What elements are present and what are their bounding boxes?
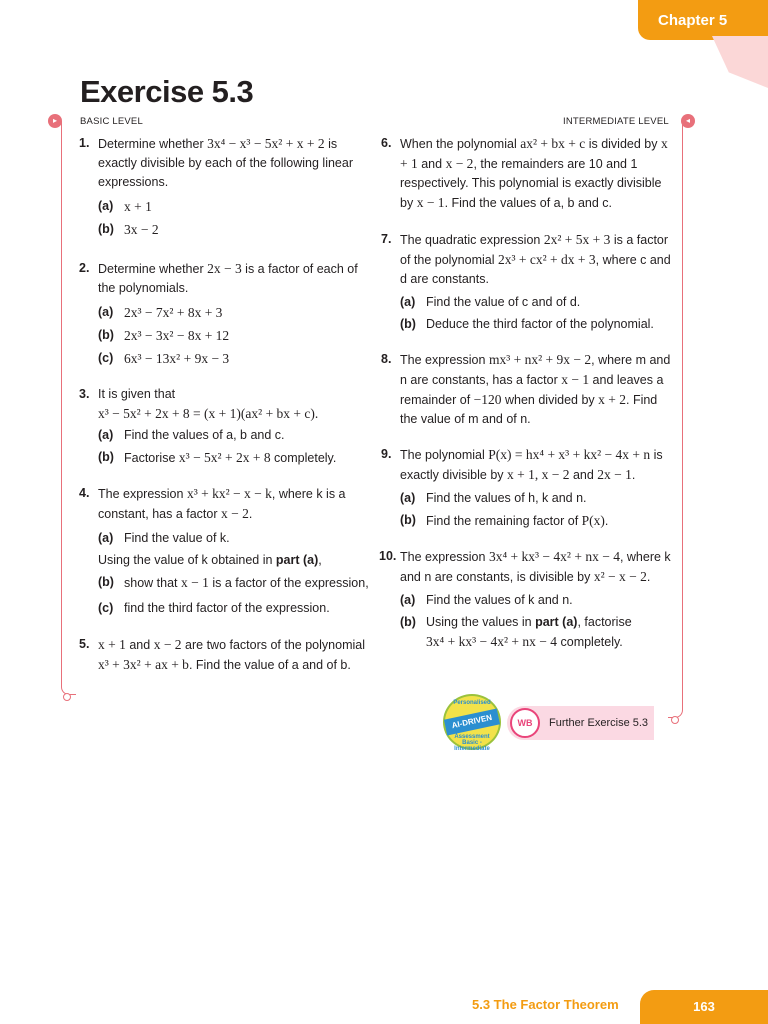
part-b <box>98 573 369 593</box>
math-expression: mx³ + nx² + 9x − 2 <box>488 352 592 367</box>
part-a <box>98 529 369 548</box>
part-label: (b) <box>400 513 416 527</box>
question-number: 5. <box>79 637 90 651</box>
question-text: is divided by <box>585 137 661 151</box>
math-expression: x − 1 <box>561 372 590 387</box>
question-text: , where c and d are constants. <box>400 253 671 286</box>
footer-section-title: 5.3 The Factor Theorem <box>472 997 619 1012</box>
question-2 <box>79 259 369 369</box>
math-expression: x − 1 <box>416 195 445 210</box>
question-text: . <box>646 570 651 584</box>
part-label: (b) <box>98 575 114 589</box>
math-expression: x − 2 <box>153 637 182 652</box>
badge-band-text: AI-DRIVEN <box>444 709 500 736</box>
badge-bottom-text <box>445 734 499 752</box>
question-text: are two factors of the polynomial <box>181 638 365 652</box>
math-expression: x + 1 <box>124 199 152 214</box>
question-text: when divided by <box>501 393 599 407</box>
part-label: (b) <box>98 450 114 464</box>
page-number: 163 <box>640 990 768 1024</box>
part-b <box>98 220 369 240</box>
math-expression: P(x) <box>581 513 605 528</box>
question-number: 8. <box>381 352 392 366</box>
math-expression: x + 1 <box>400 136 668 171</box>
part-label: (c) <box>98 601 114 615</box>
ribbon-decoration <box>712 36 768 88</box>
workbook-icon: WB <box>510 708 540 738</box>
intermediate-level-marker-icon: ◂ <box>681 114 695 128</box>
part-text: Find the values of h, k and n. <box>426 491 587 505</box>
part-c <box>98 349 369 369</box>
further-exercise-label: Further Exercise 5.3 <box>549 717 649 729</box>
question-text: . <box>248 507 253 521</box>
question-number: 3. <box>79 387 90 401</box>
question-number: 2. <box>79 261 90 275</box>
math-expression: 2x² + 5x + 3 <box>543 232 611 247</box>
question-text: . <box>631 468 636 482</box>
math-expression: x − 2 <box>221 506 249 521</box>
question-text: It is given that <box>98 387 176 401</box>
bracket-end-dot <box>63 693 71 701</box>
question-text: The polynomial <box>400 448 489 462</box>
part-text: Find the value of c and of d. <box>426 295 581 309</box>
part-text: completely. <box>270 451 337 465</box>
question-9 <box>381 445 671 531</box>
part-label: (a) <box>400 491 416 505</box>
part-text: Deduce the third factor of the polynomial. <box>426 317 654 331</box>
part-label: (a) <box>400 593 416 607</box>
math-expression: 3x⁴ + kx³ − 4x² + nx − 4 <box>488 549 620 564</box>
question-text: , where k and n are constants, is divisible by <box>400 550 671 584</box>
badge-sub-text: Assessment <box>454 734 490 740</box>
math-expression: x³ + 3x² + ax + b <box>98 657 189 672</box>
part-a <box>98 303 369 323</box>
bracket-end-dot <box>671 716 679 724</box>
question-3 <box>79 385 369 468</box>
math-expression: 2x³ + cx² + dx + 3 <box>497 252 596 267</box>
math-expression: x² − x − 2 <box>593 569 647 584</box>
question-text: is exactly divisible by each of the following linear expressions. <box>98 137 353 189</box>
part-a <box>400 591 671 610</box>
question-number: 10. <box>379 549 397 563</box>
math-expression: 2x − 3 <box>207 261 242 276</box>
question-text: is a factor of each of the polynomials. <box>98 262 358 295</box>
question-4 <box>79 484 369 618</box>
part-reference: part (a) <box>535 615 578 629</box>
question-text: and <box>569 468 598 482</box>
math-expression: 3x⁴ − x³ − 5x² + x + 2 <box>207 136 325 151</box>
math-expression: 3x⁴ + kx³ − 4x² + nx − 4 <box>426 634 558 649</box>
part-text: Factorise <box>124 451 179 465</box>
math-expression: x³ − 5x² + 2x + 8 = (x + 1)(ax² + bx + c). <box>98 406 319 421</box>
part-b <box>400 315 671 334</box>
math-expression: x + 1 <box>98 637 126 652</box>
badge-top-text: Personalised <box>453 700 491 706</box>
question-7 <box>381 230 671 334</box>
intermediate-level-label: INTERMEDIATE LEVEL <box>563 116 669 127</box>
question-text: Determine whether <box>98 137 208 151</box>
question-5 <box>79 635 369 675</box>
using-value-note <box>98 551 369 570</box>
question-text: is exactly divisible by <box>400 448 663 482</box>
part-c <box>98 599 369 618</box>
part-b <box>400 511 671 531</box>
question-text: Determine whether <box>98 262 208 276</box>
ai-driven-assessment-badge[interactable] <box>443 694 501 750</box>
part-b <box>400 613 671 652</box>
math-expression: ax² + bx + c <box>520 136 586 151</box>
badge-level-text: Basic - Intermediate <box>454 740 490 752</box>
math-expression: 3x − 2 <box>124 222 159 237</box>
part-label: (a) <box>400 295 416 309</box>
part-label: (a) <box>98 305 114 319</box>
question-text: , where k is a constant, has a factor <box>98 487 346 521</box>
question-text: and leaves a remainder of <box>400 373 664 407</box>
part-text: Find the values of a, b and c. <box>124 428 285 442</box>
basic-level-bracket <box>61 121 76 695</box>
question-10 <box>381 547 671 652</box>
basic-level-label: BASIC LEVEL <box>80 116 143 127</box>
question-8 <box>381 350 671 429</box>
chapter-tab: Chapter 5 <box>638 0 768 40</box>
question-text: The quadratic expression <box>400 233 544 247</box>
question-text: When the polynomial <box>400 137 521 151</box>
part-text: Find the values of k and n. <box>426 593 573 607</box>
exercise-title: Exercise 5.3 <box>80 74 254 109</box>
part-text: is a factor of the expression, <box>208 576 369 590</box>
math-expression: 2x³ − 3x² − 8x + 12 <box>124 328 230 343</box>
question-text: , where m and n are constants, has a factor <box>400 353 671 387</box>
question-text: The expression <box>400 353 489 367</box>
part-text: , factorise <box>577 615 632 629</box>
question-text: and <box>417 157 446 171</box>
question-number: 4. <box>79 486 90 500</box>
math-expression: x − 1 <box>180 575 209 590</box>
left-column <box>79 134 369 675</box>
math-expression: −120 <box>473 392 502 407</box>
further-exercise-link[interactable] <box>507 706 654 740</box>
part-label: (b) <box>98 222 114 236</box>
question-text: . Find the value of m and of n. <box>400 393 658 426</box>
part-label: (b) <box>400 317 416 331</box>
part-a <box>400 489 671 508</box>
part-label: (b) <box>98 328 114 342</box>
math-expression: x + 1, x − 2 <box>507 467 570 482</box>
note-text: Using the value of k obtained in <box>98 553 276 567</box>
part-label: (a) <box>98 199 114 213</box>
part-label: (b) <box>400 615 416 629</box>
part-a <box>98 197 369 217</box>
part-text: Find the remaining factor of <box>426 514 582 528</box>
math-expression: 6x³ − 13x² + 9x − 3 <box>124 351 230 366</box>
question-text: , the remainders are 10 and 1 respectively. This polynomial is exactly divisible by <box>400 157 662 210</box>
part-a <box>98 426 369 445</box>
part-text: Using the values in <box>426 615 536 629</box>
part-b <box>98 448 369 468</box>
question-text: . Find the values of a, b and c. <box>444 196 613 210</box>
question-number: 7. <box>381 232 392 246</box>
question-text: is a factor of the polynomial <box>400 233 669 267</box>
question-text: and <box>125 638 154 652</box>
part-label: (c) <box>98 351 114 365</box>
math-expression: 2x³ − 7x² + 8x + 3 <box>124 305 223 320</box>
question-number: 1. <box>79 136 90 150</box>
question-number: 9. <box>381 447 392 461</box>
question-6 <box>381 134 671 213</box>
question-text: The expression <box>98 487 187 501</box>
part-text: find the third factor of the expression. <box>124 601 330 615</box>
question-text: . Find the value of a and of b. <box>188 658 351 672</box>
part-reference: part (a) <box>275 553 319 567</box>
part-text: show that <box>124 576 181 590</box>
part-text: completely. <box>557 635 623 649</box>
part-label: (a) <box>98 531 114 545</box>
math-expression: x + 2 <box>598 392 626 407</box>
note-text: , <box>318 553 322 567</box>
math-expression: x³ + kx² − x − k <box>186 486 272 501</box>
math-expression: x − 2 <box>445 156 474 171</box>
question-number: 6. <box>381 136 392 150</box>
part-b <box>98 326 369 346</box>
question-text: The expression <box>400 550 489 564</box>
part-label: (a) <box>98 428 114 442</box>
math-expression: 2x − 1 <box>597 467 632 482</box>
math-expression: x³ − 5x² + 2x + 8 <box>178 450 271 465</box>
math-expression: P(x) = hx⁴ + x³ + kx² − 4x + n <box>488 447 651 462</box>
right-column <box>381 134 671 652</box>
part-text: Find the value of k. <box>124 531 230 545</box>
basic-level-marker-icon: ▸ <box>48 114 62 128</box>
part-text: . <box>604 514 609 528</box>
question-1 <box>79 134 369 240</box>
part-a <box>400 293 671 312</box>
